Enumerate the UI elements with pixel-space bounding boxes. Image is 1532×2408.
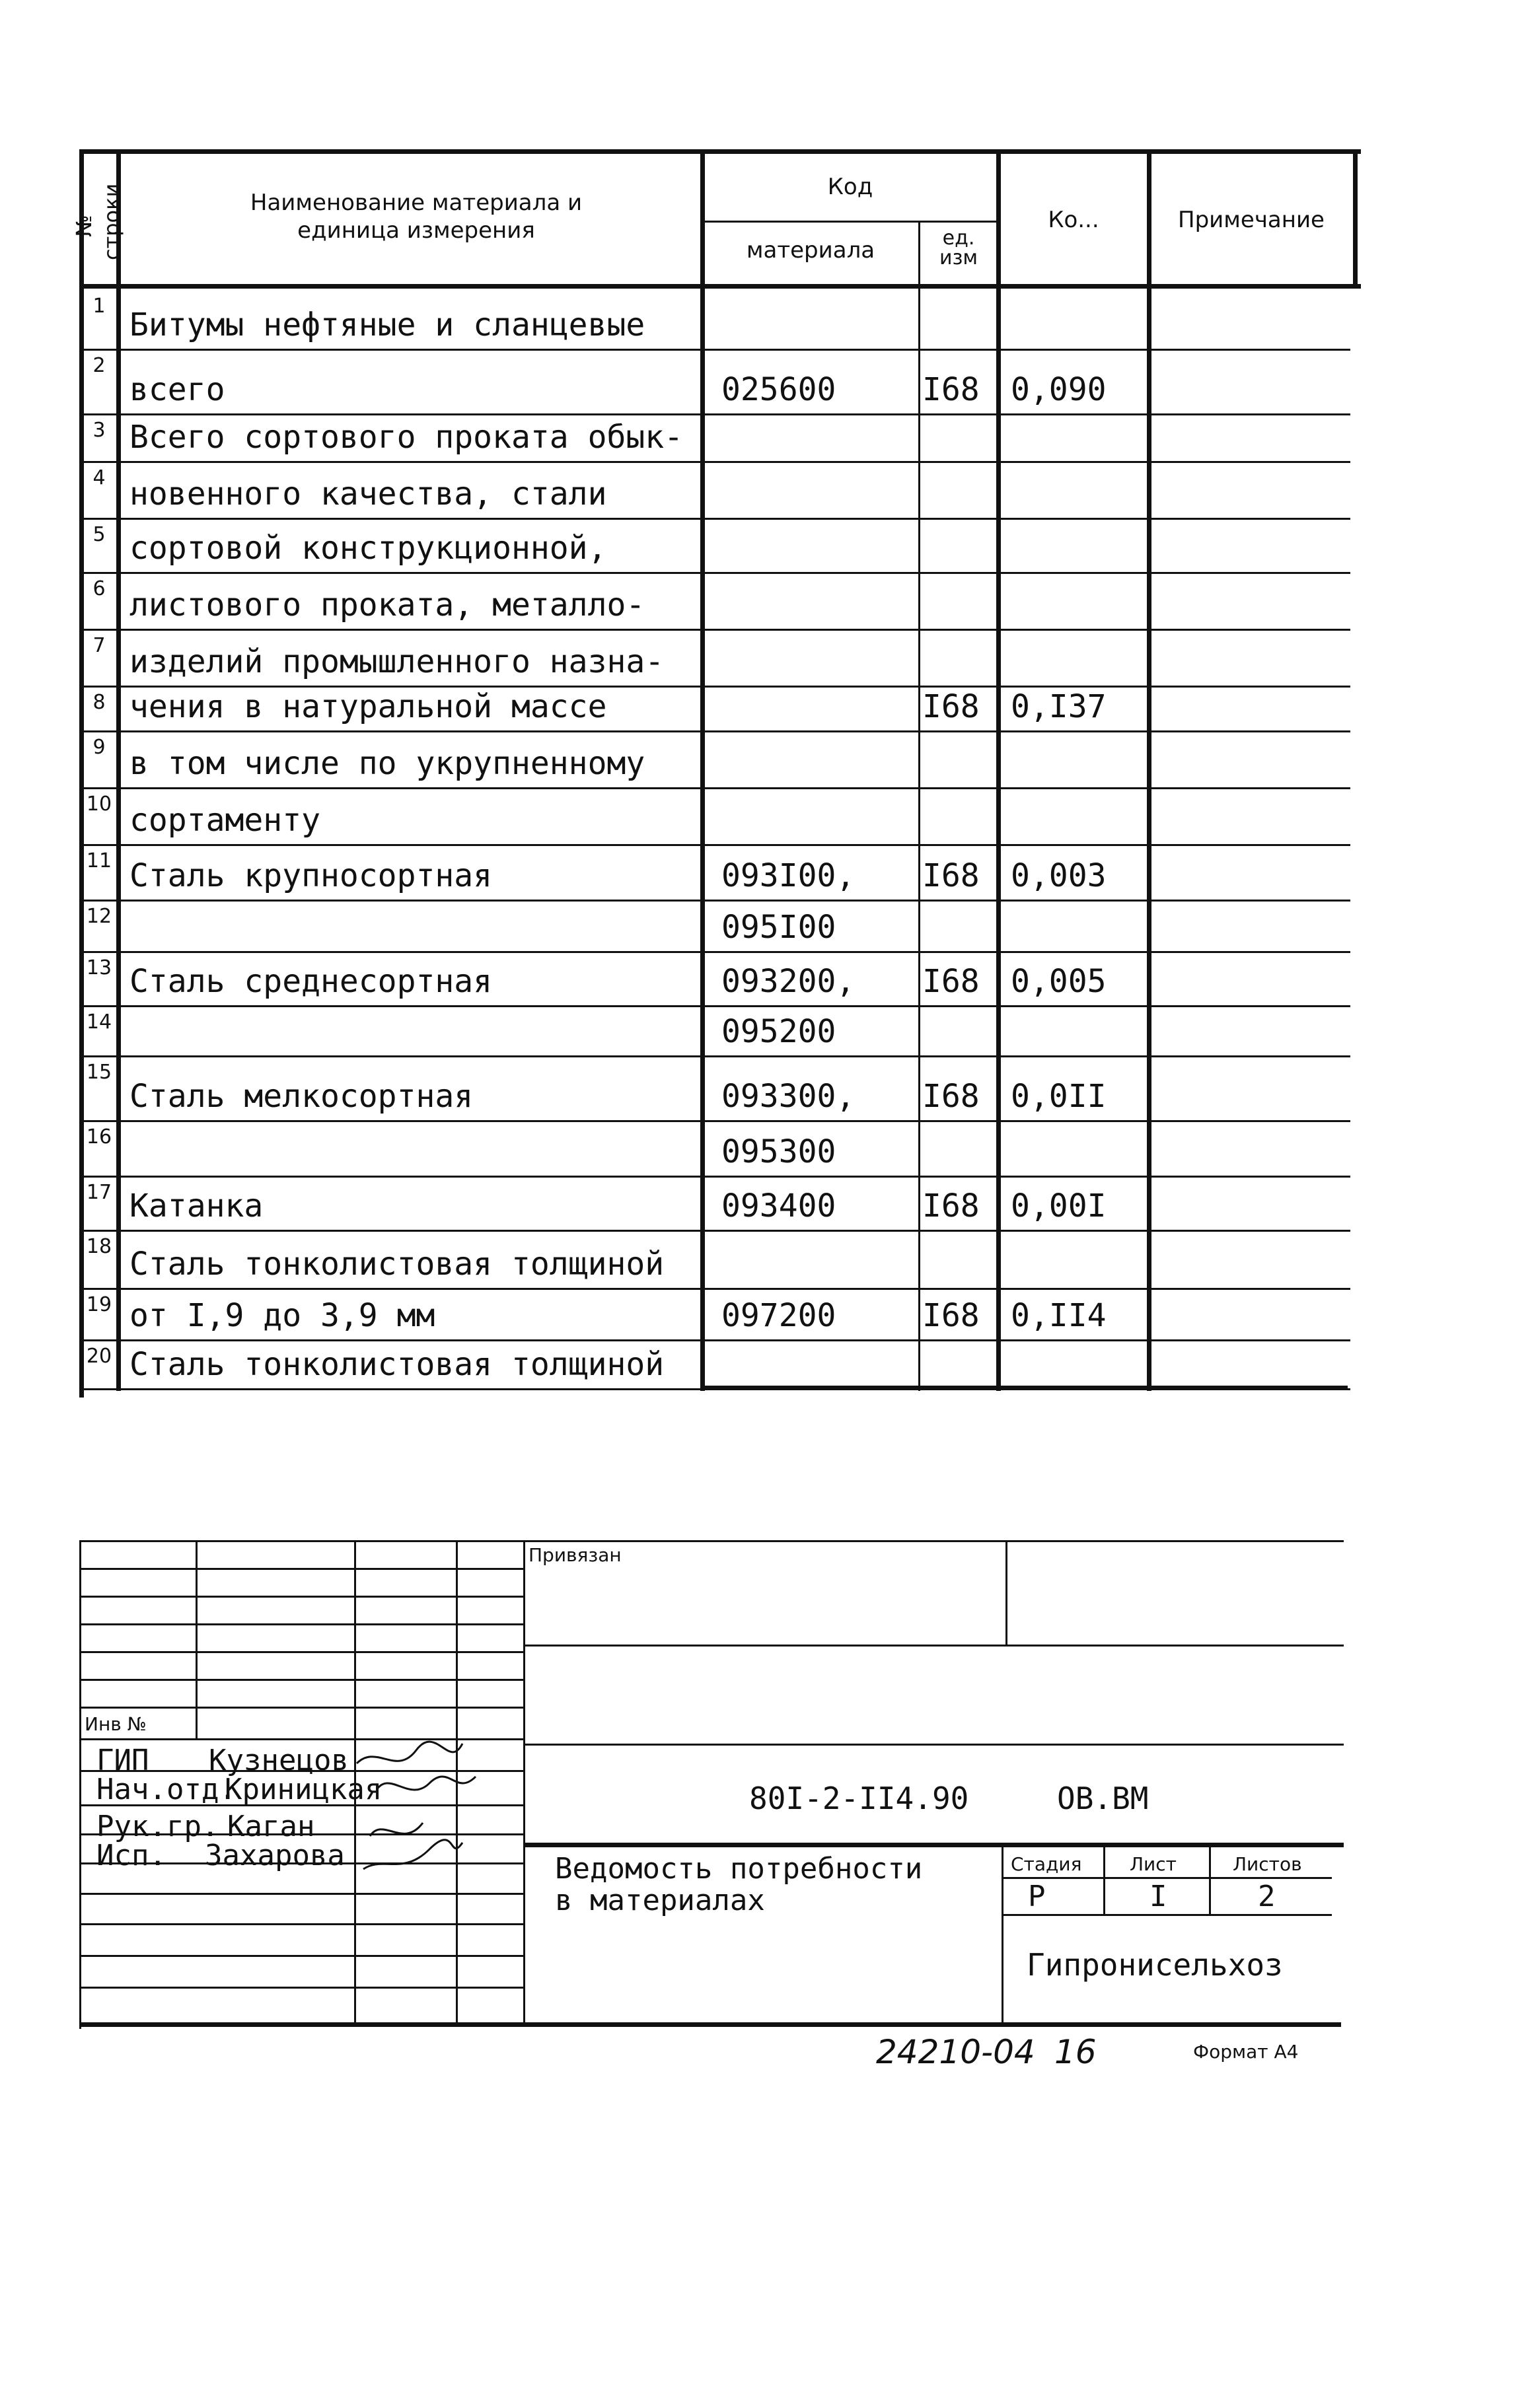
row-line <box>82 1055 1350 1057</box>
row-number: 12 <box>86 905 112 928</box>
row-number: 6 <box>92 577 106 600</box>
organization: Гипронисельхоз <box>1027 1947 1283 1983</box>
stamp-grid-line <box>79 1707 525 1709</box>
signatures-scribble <box>350 1737 535 1882</box>
format-label: Формат А4 <box>1193 2041 1299 2063</box>
row-line <box>82 1288 1350 1290</box>
doc-code: 80I-2-II4.90 <box>749 1781 969 1816</box>
code-subheader-line <box>703 221 998 223</box>
doc-title-line-2: в материалах <box>555 1884 765 1917</box>
unit-code: I68 <box>922 371 980 408</box>
row-number: 18 <box>86 1235 112 1258</box>
row-line <box>82 951 1350 953</box>
row-line <box>82 844 1350 846</box>
material-name: чения в натуральной массе <box>129 688 607 725</box>
header-quantity: Ко... <box>1048 207 1099 233</box>
material-code: 097200 <box>721 1297 836 1334</box>
row-line <box>82 686 1350 688</box>
material-code: 093200, <box>721 963 856 1000</box>
material-code: 093400 <box>721 1187 836 1224</box>
stage-label: Стадия <box>1011 1853 1082 1875</box>
stamp-top-line <box>79 1540 1344 1542</box>
stamp-stage-bottom <box>1002 1914 1332 1916</box>
signer-role-1: ГИП <box>96 1744 149 1777</box>
row-number: 13 <box>86 956 112 979</box>
stamp-stage-col-1 <box>1103 1843 1105 1914</box>
header-bottom-border <box>82 284 1361 289</box>
header-note: Примечание <box>1178 207 1325 233</box>
row-line <box>82 413 1350 415</box>
material-code: 095200 <box>721 1013 836 1050</box>
col-divider-qty <box>1147 149 1151 1391</box>
stamp-mid-line <box>525 1744 1344 1746</box>
material-name: Сталь тонколистовая толщиной <box>129 1246 665 1283</box>
sheets-value: 2 <box>1258 1880 1276 1913</box>
stamp-stage-col-2 <box>1209 1843 1211 1914</box>
row-line <box>82 1339 1350 1341</box>
material-name: Сталь среднесортная <box>129 963 493 1000</box>
col-divider-num <box>116 149 121 1391</box>
row-number: 4 <box>92 466 106 489</box>
quantity: 0,003 <box>1011 857 1107 894</box>
row-line <box>82 349 1350 351</box>
stamp-col-1 <box>196 1540 198 1738</box>
stamp-grid-line <box>79 1623 525 1625</box>
col-divider-unit <box>996 149 1001 1391</box>
row-number: 9 <box>92 736 106 759</box>
row-line <box>82 1005 1350 1007</box>
header-code: Код <box>827 174 873 200</box>
stamp-title-top <box>525 1843 1344 1847</box>
stamp-bound-bottom <box>525 1645 1344 1647</box>
row-line <box>82 1176 1350 1178</box>
row-number: 2 <box>92 354 106 377</box>
material-name: Сталь тонколистовая толщиной <box>129 1346 665 1383</box>
quantity: 0,005 <box>1011 963 1107 1000</box>
stamp-grid-line <box>79 1596 525 1598</box>
stamp-bound-divider <box>1005 1540 1007 1646</box>
row-number: 14 <box>86 1010 112 1034</box>
stamp-title-divider <box>1002 1843 1003 2022</box>
row-line <box>82 1230 1350 1232</box>
material-code: 093I00, <box>721 857 856 894</box>
material-name: новенного качества, стали <box>129 476 607 513</box>
row-number: 7 <box>92 634 106 657</box>
col-divider-name <box>700 149 705 1391</box>
material-code: 095300 <box>721 1133 836 1170</box>
signer-name-2: Криницкая <box>225 1773 383 1806</box>
material-name: Всего сортового проката обык- <box>129 419 684 456</box>
material-name: Сталь крупносортная <box>129 857 493 894</box>
signer-role-3: Рук.гр. <box>96 1810 219 1843</box>
row-number: 8 <box>92 691 106 714</box>
material-name: сортовой конструкционной, <box>129 530 607 567</box>
sheet-label: Лист <box>1130 1853 1177 1875</box>
material-name: от I,9 до 3,9 мм <box>129 1297 435 1334</box>
row-number: 17 <box>86 1181 112 1204</box>
quantity: 0,0II <box>1011 1078 1107 1115</box>
header-row-number: № строки <box>71 183 124 260</box>
material-name: всего <box>129 371 225 408</box>
row-line <box>82 900 1350 902</box>
material-name: Битумы нефтяные и сланцевые <box>129 306 645 343</box>
header-code-unit: ед. изм <box>939 227 978 269</box>
table-top-border <box>82 149 1361 154</box>
stamp-bottom-line <box>79 2022 1341 2027</box>
row-number: 5 <box>92 523 106 546</box>
material-code: 093300, <box>721 1078 856 1115</box>
row-number: 15 <box>86 1061 112 1084</box>
row-number: 16 <box>86 1125 112 1149</box>
header-name: Наименование материала и единица измерения <box>250 190 583 244</box>
material-name: листового проката, металло- <box>129 586 645 623</box>
unit-code: I68 <box>922 1187 980 1224</box>
row-number: 20 <box>86 1345 112 1368</box>
row-line <box>82 1120 1350 1122</box>
row-line <box>82 730 1350 732</box>
quantity: 0,090 <box>1011 371 1107 408</box>
material-name: в том числе по укрупненному <box>129 745 645 782</box>
row-line <box>82 1388 1350 1390</box>
material-code: 095I00 <box>721 909 836 946</box>
material-name: сортаменту <box>129 802 320 839</box>
quantity: 0,I37 <box>1011 688 1107 725</box>
stamp-grid-line <box>79 1893 525 1895</box>
unit-code: I68 <box>922 1078 980 1115</box>
handwritten-page: 16 <box>1054 2033 1097 2071</box>
sheets-label: Листов <box>1233 1853 1302 1875</box>
signer-name-1: Кузнецов <box>209 1744 349 1777</box>
stamp-grid-line <box>79 1651 525 1653</box>
doc-title-line-1: Ведомость потребности <box>555 1852 923 1886</box>
row-line <box>82 572 1350 574</box>
row-line <box>82 461 1350 463</box>
material-name: Сталь мелкосортная <box>129 1078 474 1115</box>
sheet-value: I <box>1149 1880 1167 1913</box>
quantity: 0,00I <box>1011 1187 1107 1224</box>
unit-code: I68 <box>922 1297 980 1334</box>
quantity: 0,II4 <box>1011 1297 1107 1334</box>
material-code: 025600 <box>721 371 836 408</box>
header-code-material: материала <box>746 237 875 264</box>
row-line <box>82 787 1350 789</box>
material-name: Катанка <box>129 1187 264 1224</box>
doc-mark: ОВ.ВМ <box>1057 1781 1149 1816</box>
inv-label: Инв № <box>85 1713 147 1735</box>
col-divider-code <box>918 222 920 1391</box>
unit-code: I68 <box>922 857 980 894</box>
stamp-grid-line <box>79 1679 525 1681</box>
stamp-grid-line <box>79 1955 525 1957</box>
signer-role-4: Исп. <box>96 1839 166 1872</box>
row-line <box>82 629 1350 631</box>
signer-name-3: Каган <box>227 1810 315 1843</box>
bound-label: Привязан <box>529 1544 622 1566</box>
stamp-grid-line <box>79 1568 525 1570</box>
material-name: изделий промышленного назна- <box>129 643 665 680</box>
stage-value: Р <box>1028 1880 1046 1913</box>
row-number: 1 <box>92 295 106 318</box>
row-number: 19 <box>86 1293 112 1316</box>
row-number: 10 <box>86 793 112 816</box>
table-left-border <box>79 149 84 1398</box>
signer-role-2: Нач.отд. <box>96 1773 237 1806</box>
col-divider-right-header <box>1353 149 1358 288</box>
inventory-number: 24210-04 <box>876 2033 1035 2071</box>
stamp-stage-line <box>1002 1877 1332 1879</box>
unit-code: I68 <box>922 963 980 1000</box>
row-line <box>82 518 1350 520</box>
stamp-grid-line <box>79 1923 525 1925</box>
unit-code: I68 <box>922 688 980 725</box>
row-number: 3 <box>92 419 106 442</box>
stamp-grid-line <box>79 1987 525 1989</box>
row-number: 11 <box>86 849 112 872</box>
signer-name-4: Захарова <box>205 1839 345 1872</box>
